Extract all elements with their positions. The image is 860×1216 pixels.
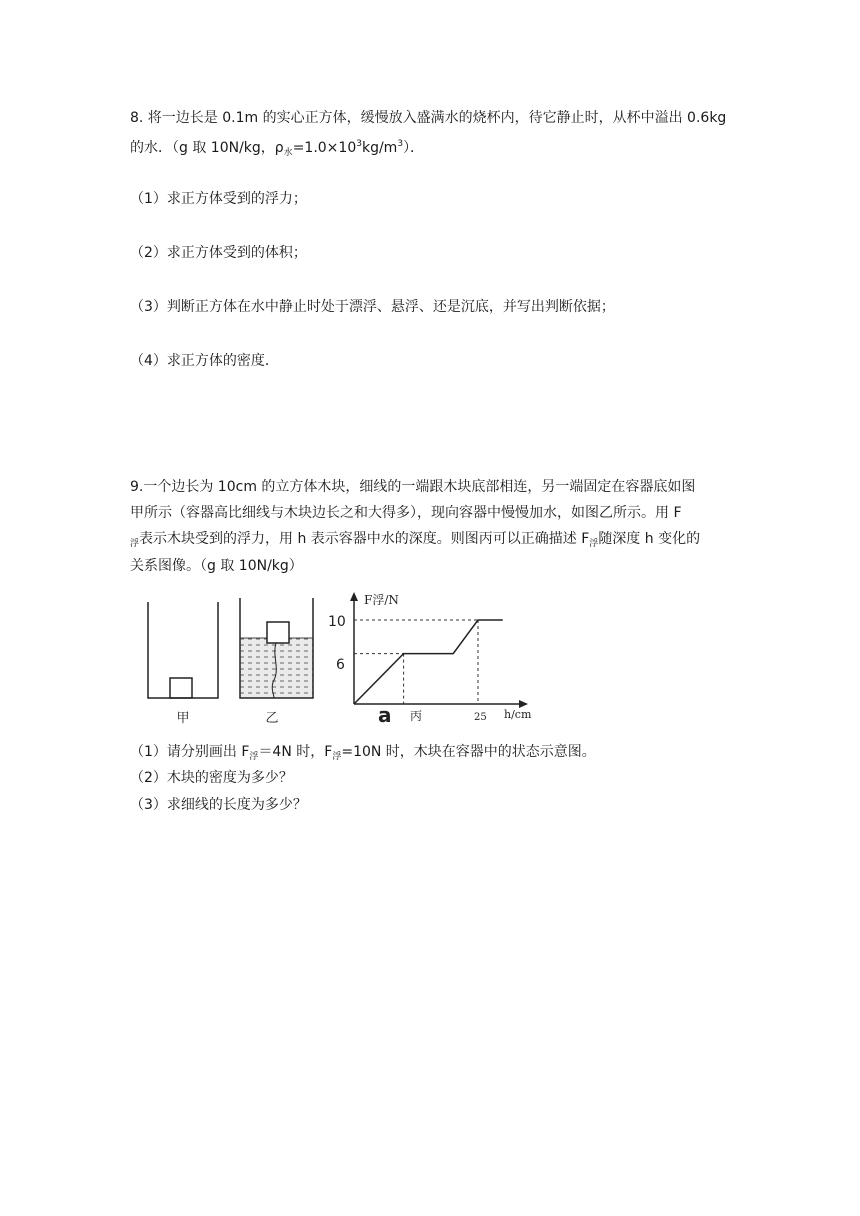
buoyancy-line xyxy=(354,620,503,704)
q8-rho-subscript: 水 xyxy=(283,148,293,158)
q8-line2-text-c: kg/m xyxy=(361,140,398,156)
q8-line2-text-d: ）． xyxy=(403,140,425,156)
q9-line-1: 9.一个边长为 10cm 的立方体木块，细线的一端跟木块底部相连，另一端固定在容器底如图 xyxy=(130,479,696,495)
q9-line-3 xyxy=(130,529,700,554)
q9-line-4: 关系图像。（g 取 10N/kg） xyxy=(130,558,303,574)
x-axis-arrow xyxy=(519,700,528,708)
q8-exponent-2: 3 xyxy=(397,139,404,149)
q9-f-subscript: 浮 xyxy=(130,539,140,549)
q9-item-1 xyxy=(130,742,596,767)
q9-line-2: 甲所示（容器高比细线与木块边长之和大得多），现向容器中慢慢加水，如图乙所示。用 F xyxy=(130,505,682,521)
q9-item-2: （2）木块的密度为多少？ xyxy=(130,770,293,786)
figure-bing xyxy=(322,590,540,730)
q9-item1-subscript-2: 浮 xyxy=(332,752,342,762)
q9-line3-text-2: 随深度 h 变化的 xyxy=(598,531,701,547)
q9-f-subscript-2: 浮 xyxy=(589,539,599,549)
q9-line3-text: 表示木块受到的浮力，用 h 表示容器中水的深度。则图丙可以正确描述 F xyxy=(139,531,590,547)
q8-item-3: （3）判断正方体在水中静止时处于漂浮、悬浮、还是沉底，并写出判断依据； xyxy=(130,299,615,315)
q8-item-2: （2）求正方体受到的体积； xyxy=(130,245,307,261)
jia-block xyxy=(170,678,192,698)
figure-yi xyxy=(232,594,322,728)
q9-item1-subscript: 浮 xyxy=(249,752,259,762)
q9-item1-text-c: =10N 时，木块在容器中的状态示意图。 xyxy=(341,744,596,760)
bing-label: 丙 xyxy=(410,709,423,723)
q8-line2-text-b: =1.0×10 xyxy=(292,140,357,156)
yi-block xyxy=(267,622,289,643)
q8-line-2 xyxy=(130,134,424,163)
q8-item-4: （4）求正方体的密度． xyxy=(130,353,279,369)
x-axis-label: h/cm xyxy=(504,708,532,721)
q8-line2-text-a: 的水．（g 取 10N/kg，ρ xyxy=(130,140,284,156)
y-tick-6: 6 xyxy=(336,657,345,673)
yi-label: 乙 xyxy=(265,711,279,726)
figure-jia xyxy=(140,600,225,730)
y-axis-arrow xyxy=(350,592,358,601)
q9-item1-text-b: ＝4N 时，F xyxy=(258,744,333,760)
q8-line-1: 8. 将一边长是 0.1m 的实心正方体，缓慢放入盛满水的烧杯内，待它静止时，从杯中溢出 0.6kg xyxy=(130,110,727,126)
y-tick-10: 10 xyxy=(328,614,346,630)
point-a-label: a xyxy=(378,703,392,727)
y-axis-label: F浮/N xyxy=(364,593,399,607)
q8-item-1: （1）求正方体受到的浮力； xyxy=(130,191,307,207)
x-tick-25: 25 xyxy=(474,712,487,723)
q9-item1-text-a: （1）请分别画出 F xyxy=(130,744,250,760)
q9-item-3: （3）求细线的长度为多少？ xyxy=(130,797,307,813)
q8-exponent: 3 xyxy=(356,139,362,149)
jia-label: 甲 xyxy=(176,711,190,726)
